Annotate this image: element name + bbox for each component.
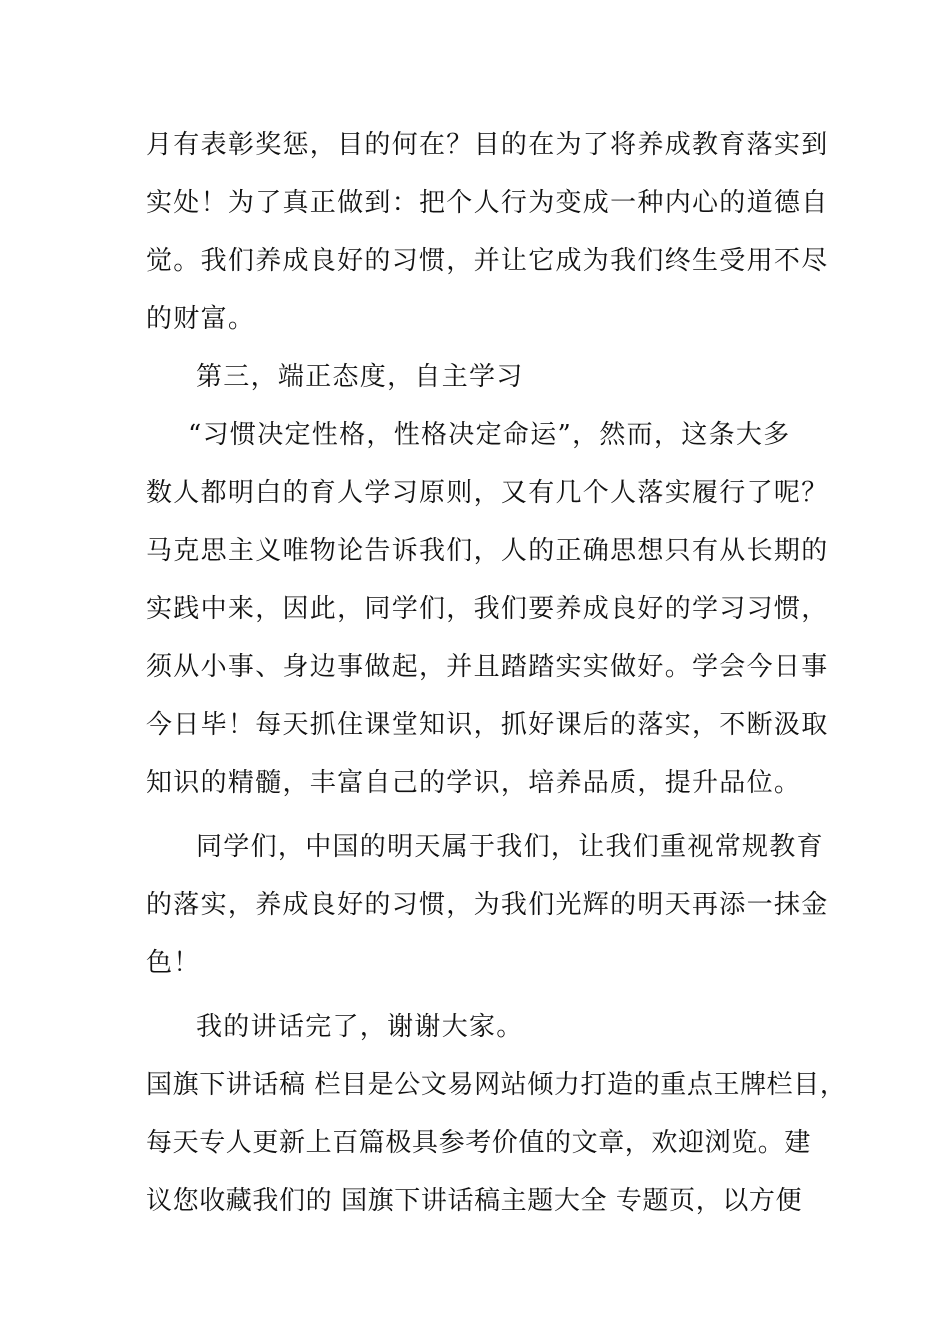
- promo-line: 国旗下讲话稿 栏目是公文易网站倾力打造的重点王牌栏目，: [146, 1070, 847, 1100]
- text-line: “习惯决定性格，性格决定命运”，然而，这条大多: [188, 420, 791, 450]
- text-line: 知识的精髓，丰富自己的学识，培养品质，提升品位。: [146, 768, 802, 798]
- promo-line: 议您收藏我们的 国旗下讲话稿主题大全 专题页，以方便: [146, 1186, 803, 1216]
- promo-line: 每天专人更新上百篇极具参考价值的文章，欢迎浏览。建: [146, 1128, 812, 1158]
- text-line: 月有表彰奖惩，目的何在？目的在为了将养成教育落实到: [146, 130, 829, 160]
- text-line: 觉。我们养成良好的习惯，并让它成为我们终生受用不尽: [146, 246, 829, 276]
- document-body: [146, 116, 847, 1230]
- text-line: 马克思主义唯物论告诉我们，人的正确思想只有从长期的: [146, 536, 829, 566]
- closing-line: 我的讲话完了，谢谢大家。: [196, 1012, 524, 1042]
- section-heading: 第三，端正态度，自主学习: [196, 362, 524, 392]
- text-line: 今日毕！每天抓住课堂知识，抓好课后的落实，不断汲取: [146, 710, 829, 740]
- text-line: 的落实，养成良好的习惯，为我们光辉的明天再添一抹金: [146, 890, 829, 920]
- text-line: 实践中来，因此，同学们，我们要养成良好的学习习惯，: [146, 594, 829, 624]
- text-line: 色！: [146, 948, 201, 978]
- text-line: 同学们，中国的明天属于我们，让我们重视常规教育: [196, 832, 824, 862]
- text-line: 的财富。: [146, 304, 256, 334]
- text-line: 实处！为了真正做到：把个人行为变成一种内心的道德自: [146, 188, 829, 218]
- text-line: 数人都明白的育人学习原则，又有几个人落实履行了呢？: [146, 478, 829, 508]
- text-line: 须从小事、身边事做起，并且踏踏实实做好。学会今日事: [146, 652, 829, 682]
